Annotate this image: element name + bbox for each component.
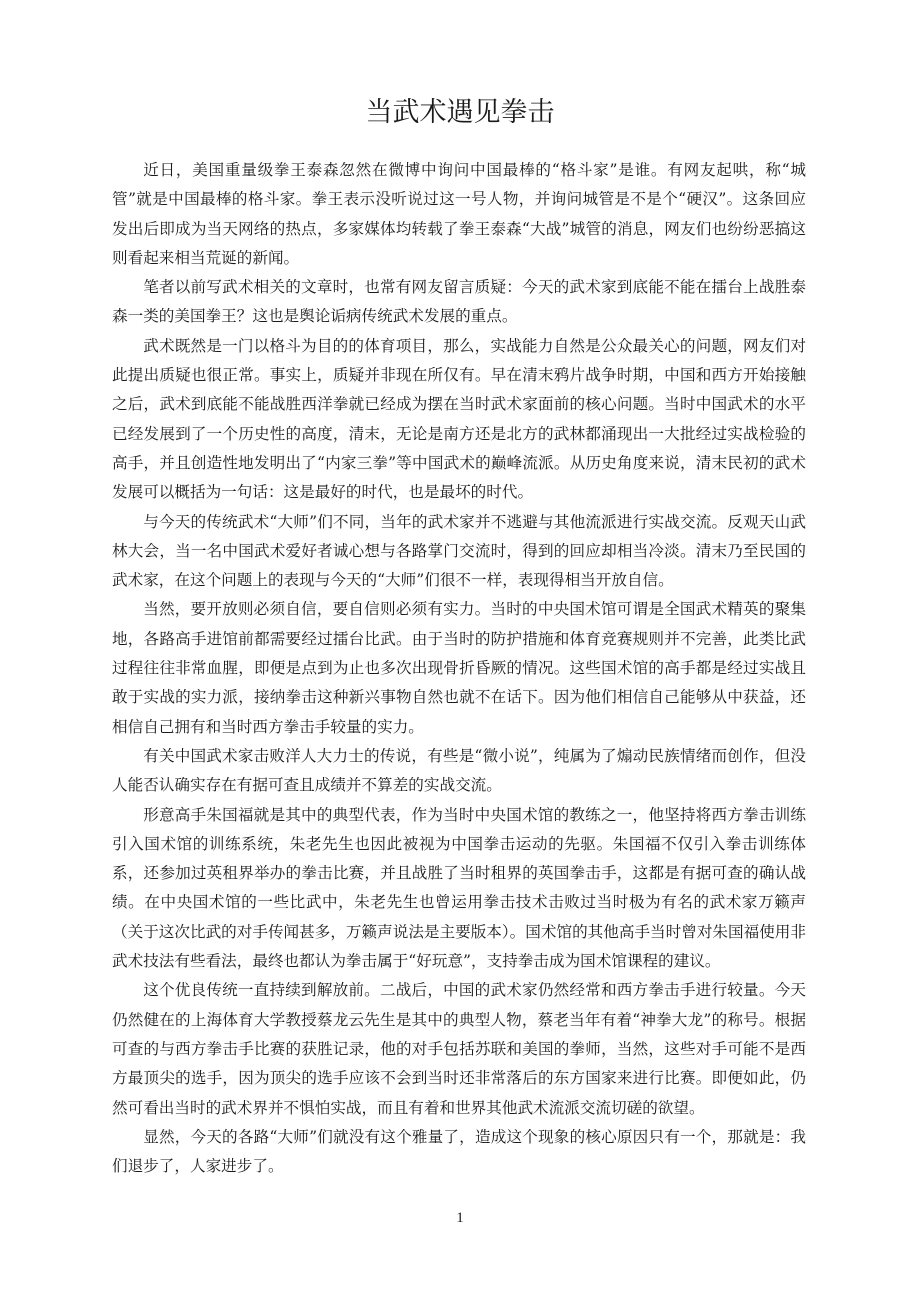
paragraph: 这个优良传统一直持续到解放前。二战后，中国的武术家仍然经常和西方拳击手进行较量。今天仍然健在的上海体育大学教授蔡龙云先生是其中的典型人物，蔡老当年有着“神拳大龙”的称号。根据可查的与西方拳击手比赛的获胜记录，他的对手包括苏联和美国的拳师，当然，这些对手可能不是西方最顶尖的选手，因为顶尖的选手应该不会到当时还非常落后的东方国家来进行比赛。即便如此，仍然可看出当时的武术界并不惧怕实战，而且有着和世界其他武术流派交流切磋的欲望。 (112, 981, 806, 1117)
paragraph: 与今天的传统武术“大师”们不同，当年的武术家并不逃避与其他流派进行实战交流。反观天山武林大会，当一名中国武术爱好者诚心想与各路掌门交流时，得到的回应却相当冷淡。清末乃至民国的武术家，在这个问题上的表现与今天的“大师”们很不一样，表现得相当开放自信。 (112, 512, 806, 590)
document-title: 当武术遇见拳击 (365, 97, 555, 128)
document-body (112, 156, 806, 1181)
page-number: 1 (456, 1210, 464, 1226)
paragraph: 当然，要开放则必须自信，要自信则必须有实力。当时的中央国术馆可谓是全国武术精英的聚集地，各路高手进馆前都需要经过擂台比武。由于当时的防护措施和体育竞赛规则并不完善，此类比武过程往往非常血腥，即便是点到为止也多次出现骨折昏厥的情况。这些国术馆的高手都是经过实战且敢于实战的实力派，接纳拳击这种新兴事物自然也就不在话下。因为他们相信自己能够从中获益，还相信自己拥有和当时西方拳击手较量的实力。 (112, 600, 806, 736)
paragraph: 武术既然是一门以格斗为目的的体育项目，那么，实战能力自然是公众最关心的问题，网友们对此提出质疑也很正常。事实上，质疑并非现在所仅有。早在清末鸦片战争时期，中国和西方开始接触之后，武术到底能不能战胜西洋拳就已经成为摆在当时武术家面前的核心问题。当时中国武术的水平已经发展到了一个历史性的高度，清末，无论是南方还是北方的武林都涌现出一大批经过实战检验的高手，并且创造性地发明出了“内家三拳”等中国武术的巅峰流派。从历史角度来说，清末民初的武术发展可以概括为一句话：这是最好的时代，也是最坏的时代。 (112, 336, 806, 502)
paragraph: 近日，美国重量级拳王泰森忽然在微博中询问中国最棒的“格斗家”是谁。有网友起哄，称“城管”就是中国最棒的格斗家。拳王表示没听说过这一号人物，并询问城管是不是个“硬汉”。这条回应发出后即成为当天网络的热点，多家媒体均转载了拳王泰森“大战”城管的消息，网友们也纷纷恶搞这则看起来相当荒诞的新闻。 (112, 161, 806, 267)
paragraph: 形意高手朱国福就是其中的典型代表，作为当时中央国术馆的教练之一，他坚持将西方拳击训练引入国术馆的训练系统，朱老先生也因此被视为中国拳击运动的先驱。朱国福不仅引入拳击训练体系，还参加过英租界举办的拳击比赛，并且战胜了当时租界的英国拳击手，这都是有据可查的确认战绩。在中央国术馆的一些比武中，朱老先生也曾运用拳击技术击败过当时极为有名的武术家万籁声（关于这次比武的对手传闻甚多，万籁声说法是主要版本）。国术馆的其他高手当时曾对朱国福使用非武术技法有些看法，最终也都认为拳击属于“好玩意”，支持拳击成为国术馆课程的建议。 (112, 805, 806, 971)
paragraph: 显然，今天的各路“大师”们就没有这个雅量了，造成这个现象的核心原因只有一个，那就是：我们退步了，人家进步了。 (112, 1127, 806, 1176)
paragraph: 笔者以前写武术相关的文章时，也常有网友留言质疑：今天的武术家到底能不能在擂台上战胜泰森一类的美国拳王？这也是舆论诟病传统武术发展的重点。 (112, 278, 806, 326)
paragraph: 有关中国武术家击败洋人大力士的传说，有些是“微小说”，纯属为了煽动民族情绪而创作，但没人能否认确实存在有据可查且成绩并不算差的实战交流。 (112, 746, 806, 795)
